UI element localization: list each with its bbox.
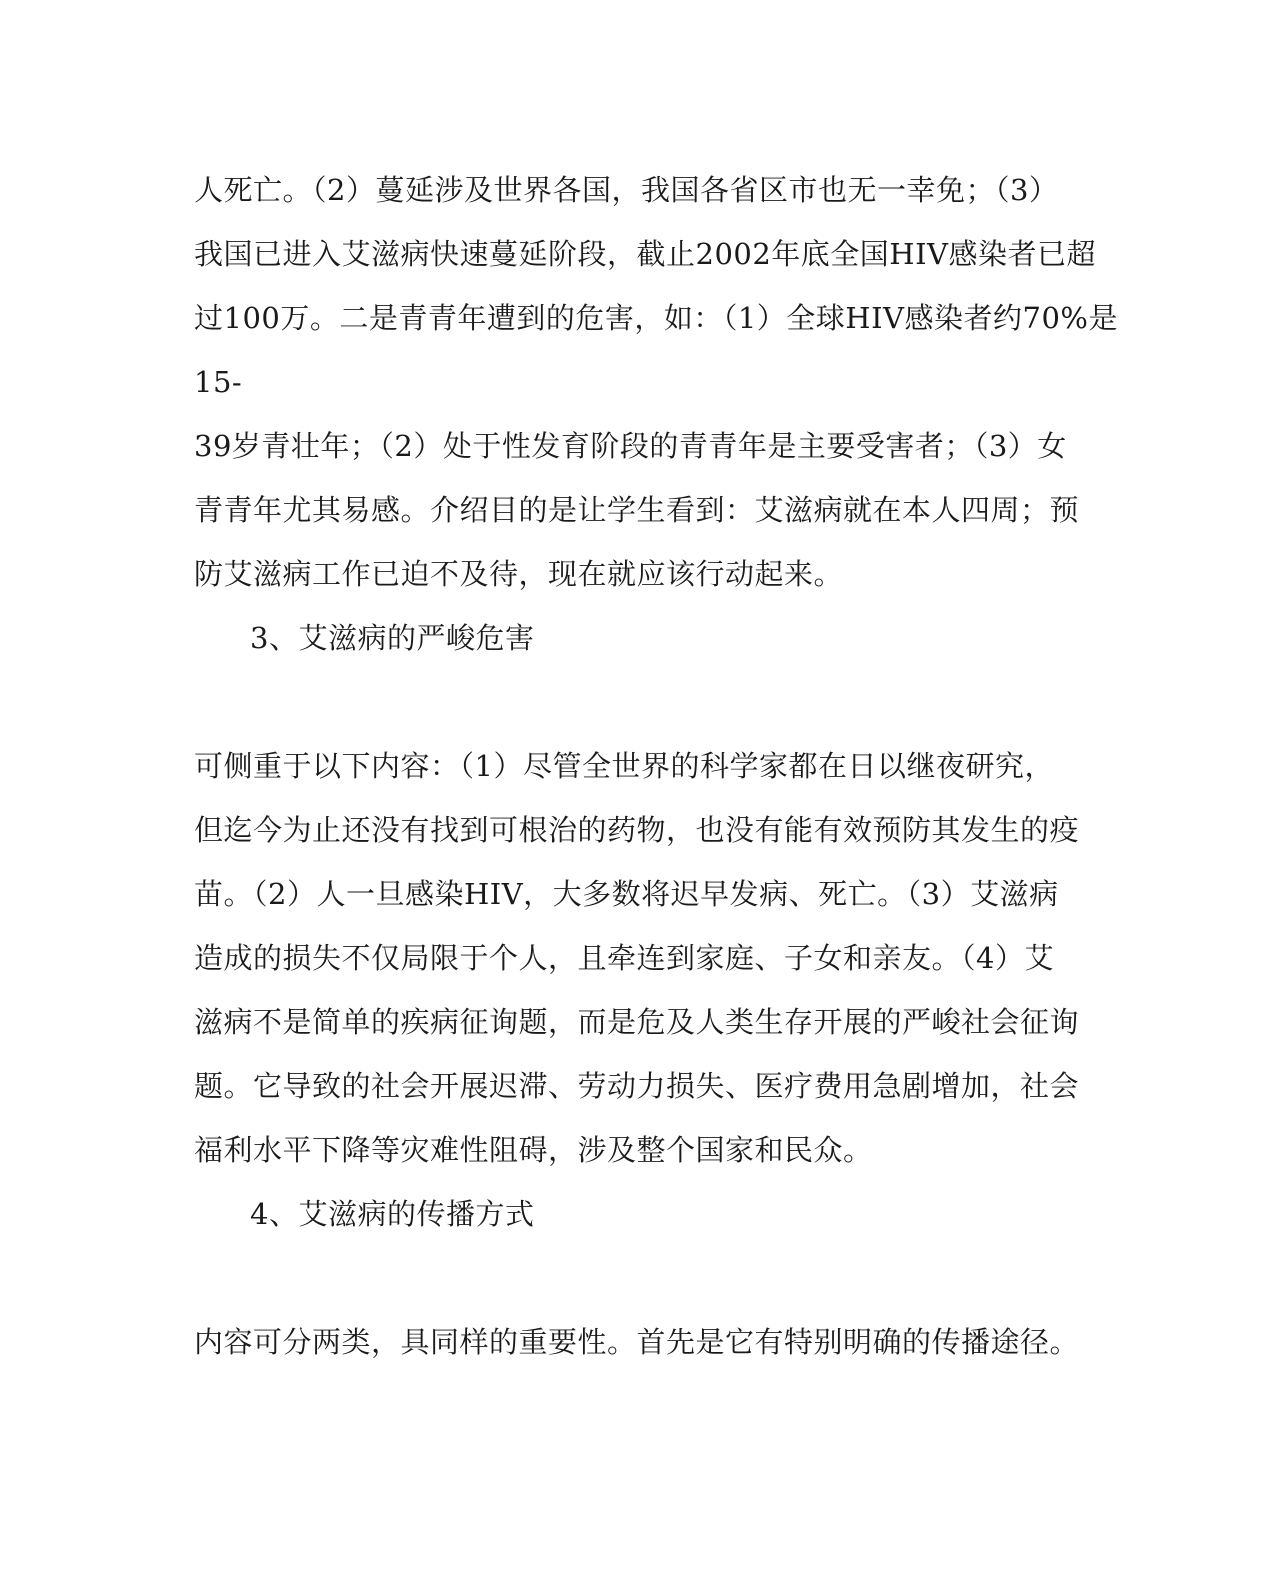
paragraph-line: 我国已进入艾滋病快速蔓延阶段，截止2002年底全国HIV感染者已超	[194, 237, 1096, 271]
paragraph-line: 15-	[194, 365, 243, 399]
section-heading-4: 4、艾滋病的传播方式	[250, 1197, 535, 1231]
section-heading-3: 3、艾滋病的严峻危害	[250, 621, 535, 655]
paragraph-line: 过100万。二是青青年遭到的危害，如：（1）全球HIV感染者约70%是	[194, 301, 1118, 335]
paragraph-line: 福利水平下降等灾难性阻碍，涉及整个国家和民众。	[194, 1133, 873, 1167]
paragraph-line: 青青年尤其易感。介绍目的是让学生看到：艾滋病就在本人四周；预	[194, 493, 1080, 527]
paragraph-line: 39岁青壮年；（2）处于性发育阶段的青青年是主要受害者；（3）女	[194, 429, 1067, 463]
paragraph-line: 可侧重于以下内容：（1）尽管全世界的科学家都在日以继夜研究，	[194, 749, 1054, 783]
paragraph-line: 人死亡。（2）蔓延涉及世界各国，我国各省区市也无一幸免；（3）	[194, 173, 1059, 207]
paragraph-line: 防艾滋病工作已迫不及待，现在就应该行动起来。	[194, 557, 844, 591]
paragraph-line: 造成的损失不仅局限于个人，且牵连到家庭、子女和亲友。（4）艾	[194, 941, 1054, 975]
paragraph-line: 苗。（2）人一旦感染HIV，大多数将迟早发病、死亡。（3）艾滋病	[194, 877, 1059, 911]
paragraph-line: 内容可分两类，具同样的重要性。首先是它有特别明确的传播途径。	[194, 1325, 1080, 1359]
paragraph-line: 题。它导致的社会开展迟滞、劳动力损失、医疗费用急剧增加，社会	[194, 1069, 1080, 1103]
paragraph-line: 但迄今为止还没有找到可根治的药物，也没有能有效预防其发生的疫	[194, 813, 1080, 847]
paragraph-line: 滋病不是简单的疾病征询题，而是危及人类生存开展的严峻社会征询	[194, 1005, 1080, 1039]
